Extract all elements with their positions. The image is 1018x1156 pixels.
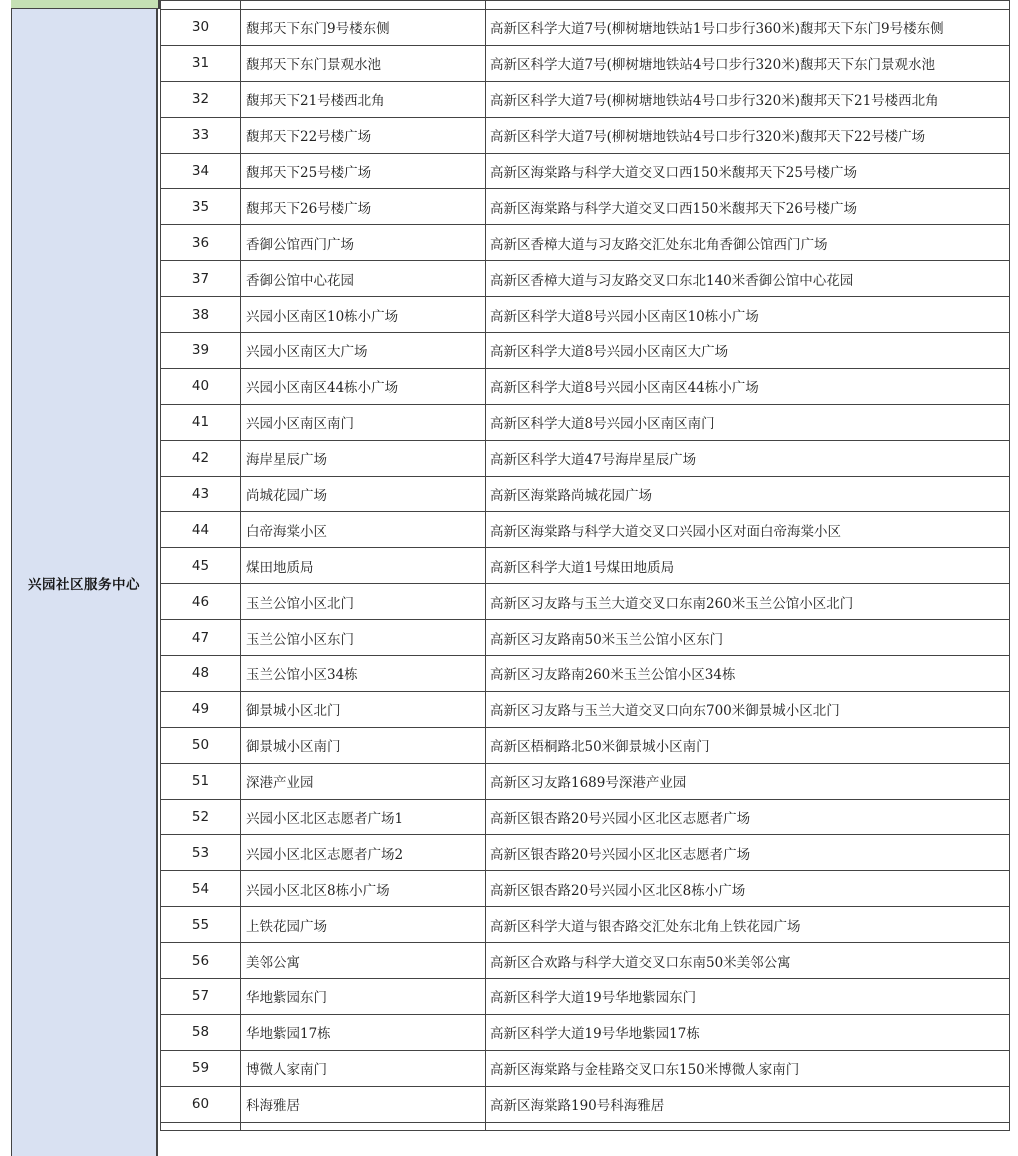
cell-number[interactable]: 49 [161,691,241,727]
cell-name[interactable]: 兴园小区南区南门 [241,404,486,440]
cell-address[interactable]: 高新区科学大道47号海岸星辰广场 [486,440,1010,476]
cell-address[interactable]: 高新区银杏路20号兴园小区北区8栋小广场 [486,871,1010,907]
cell-name[interactable]: 兴园小区北区志愿者广场1 [241,799,486,835]
cell-number[interactable]: 32 [161,81,241,117]
cell-name[interactable]: 博微人家南门 [241,1050,486,1086]
table-row [161,117,1010,153]
cell-number[interactable] [161,1,241,10]
sheet-left-margin [0,0,11,1156]
cell-address[interactable]: 高新区银杏路20号兴园小区北区志愿者广场 [486,799,1010,835]
cell-name[interactable]: 馥邦天下22号楼广场 [241,117,486,153]
cell-name[interactable]: 华地紫园东门 [241,979,486,1015]
cell-address[interactable]: 高新区科学大道8号兴园小区南区大广场 [486,333,1010,369]
cell-address[interactable]: 高新区习友路与玉兰大道交叉口向东700米御景城小区北门 [486,691,1010,727]
table-row [161,189,1010,225]
cell-number[interactable]: 34 [161,153,241,189]
cell-address[interactable]: 高新区科学大道8号兴园小区南区44栋小广场 [486,368,1010,404]
cell-address[interactable]: 高新区科学大道19号华地紫园东门 [486,979,1010,1015]
table-row [161,297,1010,333]
cell-number[interactable]: 30 [161,10,241,46]
cell-address[interactable]: 高新区海棠路与科学大道交叉口西150米馥邦天下25号楼广场 [486,153,1010,189]
cell-name[interactable]: 兴园小区北区8栋小广场 [241,871,486,907]
cell-number[interactable]: 31 [161,45,241,81]
table-row [161,907,1010,943]
cell-address[interactable]: 高新区银杏路20号兴园小区北区志愿者广场 [486,835,1010,871]
cell-number[interactable]: 36 [161,225,241,261]
cell-address[interactable]: 高新区科学大道19号华地紫园17栋 [486,1014,1010,1050]
cell-name[interactable]: 上铁花园广场 [241,907,486,943]
cell-name[interactable]: 玉兰公馆小区34栋 [241,656,486,692]
cell-address[interactable]: 高新区海棠路尚城花园广场 [486,476,1010,512]
table-row [161,584,1010,620]
cell-name[interactable]: 香御公馆中心花园 [241,261,486,297]
table-row [161,763,1010,799]
cell-number[interactable]: 44 [161,512,241,548]
cell-address[interactable]: 高新区科学大道7号(柳树塘地铁站4号口步行320米)馥邦天下东门景观水池 [486,45,1010,81]
cell-number[interactable]: 52 [161,799,241,835]
table-row [161,1086,1010,1122]
table-row [161,225,1010,261]
cell-number[interactable]: 55 [161,907,241,943]
cell-name[interactable]: 御景城小区南门 [241,727,486,763]
cell-address[interactable]: 高新区海棠路与科学大道交叉口兴园小区对面白帝海棠小区 [486,512,1010,548]
cell-empty[interactable] [486,1122,1010,1130]
cell-address[interactable]: 高新区科学大道1号煤田地质局 [486,548,1010,584]
cell-name[interactable]: 玉兰公馆小区北门 [241,584,486,620]
cell-number[interactable]: 53 [161,835,241,871]
table-row [161,799,1010,835]
cell-address[interactable]: 高新区海棠路与金桂路交叉口东150米博微人家南门 [486,1050,1010,1086]
cell-name[interactable]: 香御公馆西门广场 [241,225,486,261]
cell-name[interactable]: 兴园小区南区44栋小广场 [241,368,486,404]
cell-number[interactable]: 59 [161,1050,241,1086]
cell-number[interactable]: 40 [161,368,241,404]
community-name: 兴园社区服务中心 [28,576,140,593]
cell-empty[interactable] [241,1122,486,1130]
cell-name[interactable]: 华地紫园17栋 [241,1014,486,1050]
cell-name[interactable]: 馥邦天下21号楼西北角 [241,81,486,117]
cell-number[interactable]: 41 [161,404,241,440]
table-row-partial-bottom [161,1122,1010,1130]
cell-number[interactable]: 47 [161,620,241,656]
cell-address[interactable]: 高新区科学大道8号兴园小区南区10栋小广场 [486,297,1010,333]
cell-address[interactable]: 高新区科学大道7号(柳树塘地铁站1号口步行360米)馥邦天下东门9号楼东侧 [486,10,1010,46]
table-row [161,727,1010,763]
table-row [161,620,1010,656]
cell-name[interactable]: 海岸星辰广场 [241,440,486,476]
cell-number[interactable]: 33 [161,117,241,153]
cell-address[interactable]: 高新区科学大道7号(柳树塘地铁站4号口步行320米)馥邦天下21号楼西北角 [486,81,1010,117]
table-row-partial-top [161,1,1010,10]
table-row [161,45,1010,81]
table-row [161,476,1010,512]
table-row [161,512,1010,548]
cell-name[interactable]: 深港产业园 [241,763,486,799]
table-row [161,153,1010,189]
cell-address[interactable]: 高新区梧桐路北50米御景城小区南门 [486,727,1010,763]
table-row [161,656,1010,692]
table-row [161,404,1010,440]
cell-address[interactable]: 高新区习友路南50米玉兰公馆小区东门 [486,620,1010,656]
cell-number[interactable]: 51 [161,763,241,799]
cell-address[interactable]: 高新区习友路南260米玉兰公馆小区34栋 [486,656,1010,692]
cell-address[interactable]: 高新区习友路与玉兰大道交叉口东南260米玉兰公馆小区北门 [486,584,1010,620]
cell-number[interactable]: 39 [161,333,241,369]
table-row [161,440,1010,476]
cell-address[interactable]: 高新区习友路1689号深港产业园 [486,763,1010,799]
cell-name[interactable]: 美邻公寓 [241,943,486,979]
cell-address[interactable] [486,1,1010,10]
cell-address[interactable]: 高新区科学大道8号兴园小区南区南门 [486,404,1010,440]
table-row [161,261,1010,297]
table-row [161,368,1010,404]
cell-name[interactable]: 煤田地质局 [241,548,486,584]
cell-name[interactable]: 兴园小区南区大广场 [241,333,486,369]
cell-address[interactable]: 高新区科学大道与银杏路交汇处东北角上铁花园广场 [486,907,1010,943]
cell-number[interactable]: 42 [161,440,241,476]
table-row [161,691,1010,727]
previous-community-cell [11,0,160,9]
table-row [161,1014,1010,1050]
cell-number[interactable]: 37 [161,261,241,297]
table-row [161,835,1010,871]
cell-name[interactable]: 馥邦天下东门景观水池 [241,45,486,81]
table-row [161,333,1010,369]
cell-number[interactable]: 57 [161,979,241,1015]
table-row [161,548,1010,584]
cell-name[interactable]: 白帝海棠小区 [241,512,486,548]
cell-name[interactable]: 兴园小区南区10栋小广场 [241,297,486,333]
cell-number[interactable]: 50 [161,727,241,763]
cell-name[interactable]: 科海雅居 [241,1086,486,1122]
cell-address[interactable]: 高新区科学大道7号(柳树塘地铁站4号口步行320米)馥邦天下22号楼广场 [486,117,1010,153]
cell-address[interactable]: 高新区香樟大道与习友路交叉口东北140米香御公馆中心花园 [486,261,1010,297]
table-row [161,10,1010,46]
cell-name[interactable]: 馥邦天下26号楼广场 [241,189,486,225]
table-row [161,871,1010,907]
cell-number[interactable]: 56 [161,943,241,979]
table-row [161,943,1010,979]
cell-name[interactable]: 尚城花园广场 [241,476,486,512]
cell-number[interactable]: 46 [161,584,241,620]
cell-address[interactable]: 高新区香樟大道与习友路交汇处东北角香御公馆西门广场 [486,225,1010,261]
site-table [160,0,1010,1131]
cell-number[interactable]: 45 [161,548,241,584]
cell-number[interactable]: 60 [161,1086,241,1122]
cell-name[interactable]: 兴园小区北区志愿者广场2 [241,835,486,871]
cell-number[interactable]: 54 [161,871,241,907]
cell-number[interactable]: 58 [161,1014,241,1050]
cell-name[interactable] [241,1,486,10]
table-row [161,979,1010,1015]
cell-name[interactable]: 御景城小区北门 [241,691,486,727]
cell-name[interactable]: 馥邦天下东门9号楼东侧 [241,10,486,46]
cell-name[interactable]: 馥邦天下25号楼广场 [241,153,486,189]
cell-number[interactable]: 48 [161,656,241,692]
cell-address[interactable]: 高新区合欢路与科学大道交叉口东南50米美邻公寓 [486,943,1010,979]
cell-number[interactable]: 35 [161,189,241,225]
cell-address[interactable]: 高新区海棠路与科学大道交叉口西150米馥邦天下26号楼广场 [486,189,1010,225]
cell-name[interactable]: 玉兰公馆小区东门 [241,620,486,656]
table-row [161,1050,1010,1086]
cell-number[interactable]: 43 [161,476,241,512]
cell-address[interactable]: 高新区海棠路190号科海雅居 [486,1086,1010,1122]
community-merged-cell[interactable] [11,9,158,1156]
cell-empty[interactable] [161,1122,241,1130]
cell-number[interactable]: 38 [161,297,241,333]
table-row [161,81,1010,117]
